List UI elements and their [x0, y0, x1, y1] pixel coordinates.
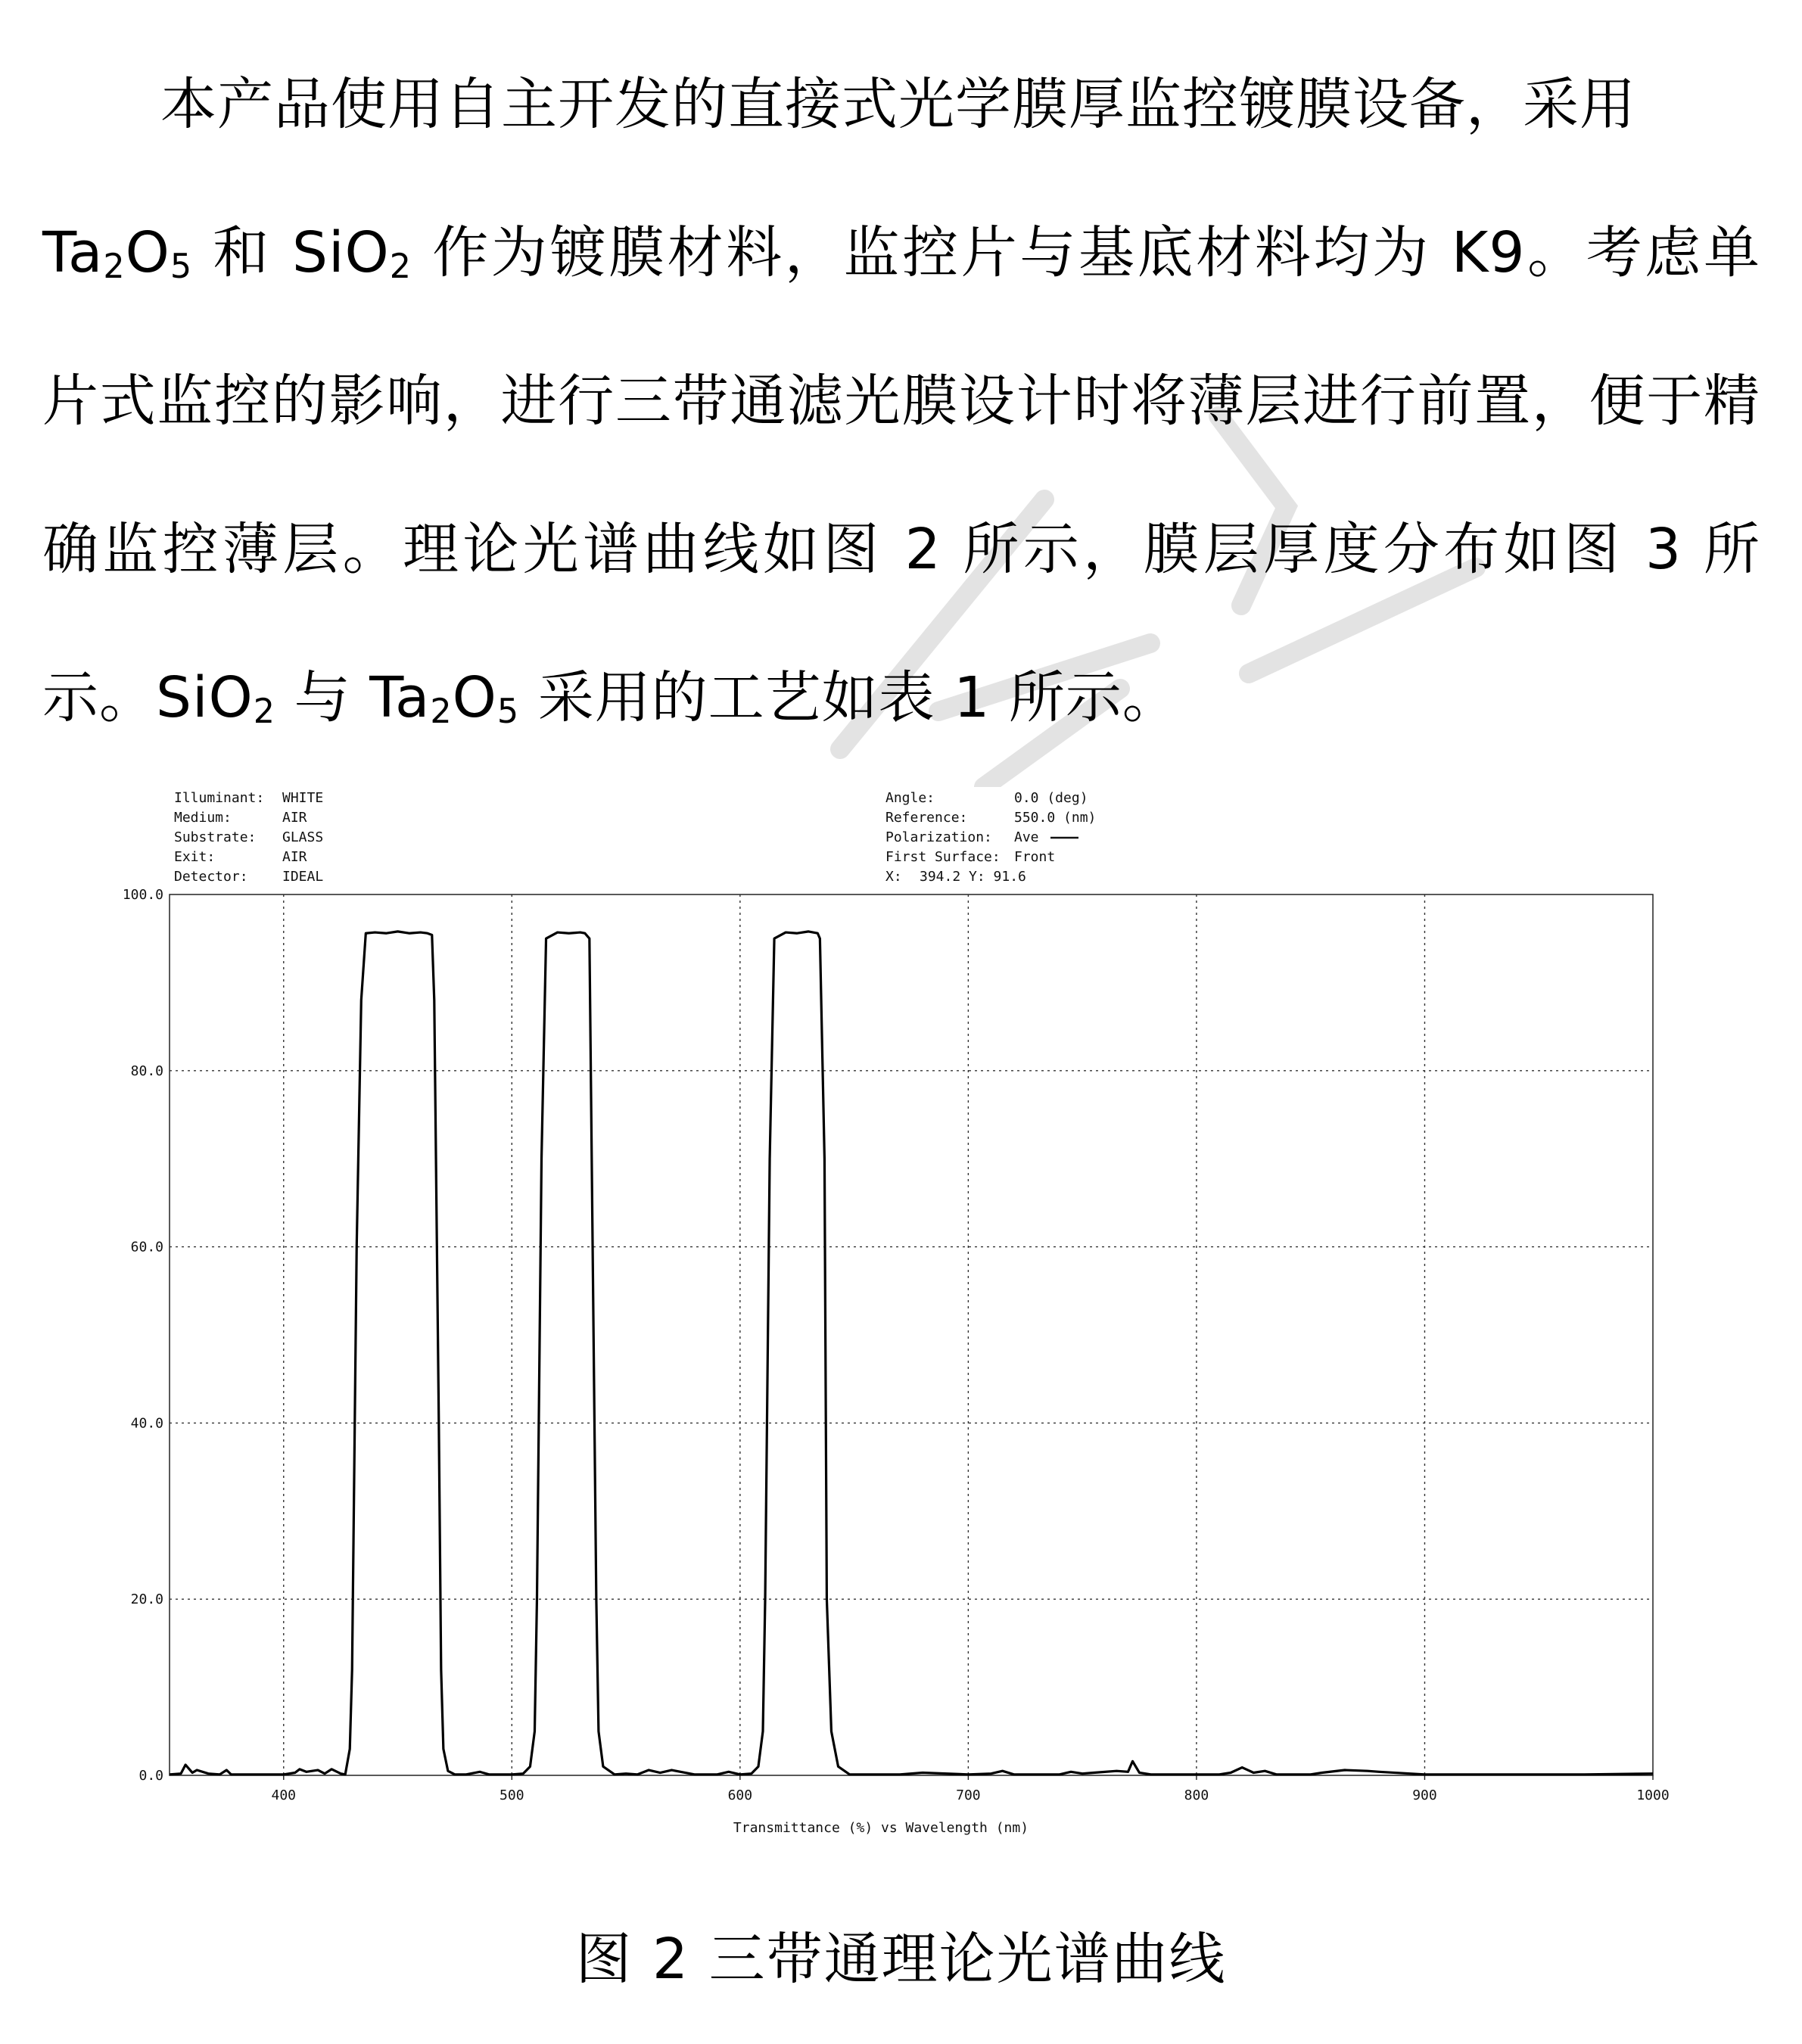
conjunction-text-2: 与: [294, 665, 351, 730]
paragraph-text-2: 作为镀膜材料，监控片与基底材料均为 K9。考虑单片式监控的影响，进行三带通滤光膜设计时将薄层进行前置，便于精确监控薄层。理论光谱曲线如图 2 所示，膜层厚度分布如图 3 所示。: [42, 220, 1760, 730]
x-tick-label: 400: [271, 1787, 297, 1803]
x-axis-label: Transmittance (%) vs Wavelength (nm): [733, 1820, 1029, 1836]
header-right-label: Angle:: [885, 790, 935, 806]
paragraph-text-1: 本产品使用自主开发的直接式光学膜厚监控镀膜设备，采用: [160, 72, 1636, 137]
subscript-2b: 2: [389, 247, 412, 286]
subscript-5b: 5: [496, 692, 520, 731]
sio-text-2: SiO: [156, 665, 254, 730]
header-right-label: Reference:: [885, 810, 968, 826]
o-text-2: O: [452, 665, 497, 730]
header-right-label: X:: [885, 869, 902, 885]
header-right-label: First Surface:: [885, 849, 1001, 865]
header-left-value: GLASS: [282, 829, 324, 845]
y-tick-label: 100.0: [122, 887, 163, 903]
x-tick-label: 1000: [1636, 1787, 1670, 1803]
header-right-value: Front: [1014, 849, 1056, 865]
paragraph-text-3: 采用的工艺如表 1 所示。: [537, 665, 1179, 730]
x-tick-label: 800: [1184, 1787, 1209, 1803]
o-text: O: [125, 220, 170, 285]
subscript-2: 2: [103, 247, 126, 286]
subscript-2d: 2: [430, 692, 453, 731]
figure-header-right: [885, 790, 1096, 885]
subscript-5: 5: [170, 247, 193, 286]
header-left-value: IDEAL: [282, 869, 324, 885]
transmittance-chart: [106, 772, 1710, 1854]
header-left-label: Medium:: [174, 810, 232, 826]
subscript-2c: 2: [253, 692, 276, 731]
plot-frame: [170, 894, 1653, 1775]
header-right-label: Polarization:: [885, 829, 992, 845]
header-left-value: AIR: [282, 849, 307, 865]
header-right-value: Ave: [1014, 829, 1039, 845]
header-right-value: 550.0 (nm): [1014, 810, 1097, 826]
y-tick-label: 60.0: [130, 1239, 163, 1255]
header-right-value: 394.2 Y: 91.6: [920, 869, 1026, 885]
x-tick-label: 500: [500, 1787, 524, 1803]
x-tick-label: 900: [1412, 1787, 1437, 1803]
y-tick-label: 20.0: [130, 1591, 163, 1608]
header-left-label: Illuminant:: [174, 790, 265, 806]
x-tick-label: 600: [727, 1787, 753, 1803]
ta-text-2: Ta: [369, 665, 431, 730]
header-left-label: Exit:: [174, 849, 216, 865]
series-line-transmittance: [170, 932, 1653, 1775]
header-right-value: 0.0 (deg): [1014, 790, 1088, 806]
y-tick-label: 40.0: [130, 1415, 163, 1432]
y-tick-label: 80.0: [130, 1062, 163, 1079]
x-tick-label: 700: [956, 1787, 981, 1803]
body-paragraph: [42, 30, 1760, 772]
spectrum-figure: [106, 772, 1710, 1854]
figure-header-left: [174, 790, 323, 885]
figure-caption: 图 2 三带通理论光谱曲线: [575, 1927, 1227, 1992]
y-tick-label: 0.0: [138, 1768, 163, 1784]
header-left-label: Substrate:: [174, 829, 257, 845]
header-left-value: AIR: [282, 810, 307, 826]
header-left-label: Detector:: [174, 869, 248, 885]
conjunction-text: 和: [213, 220, 272, 285]
ta-text: Ta: [42, 220, 104, 285]
header-left-value: WHITE: [282, 790, 324, 806]
sio-text: SiO: [292, 220, 390, 285]
